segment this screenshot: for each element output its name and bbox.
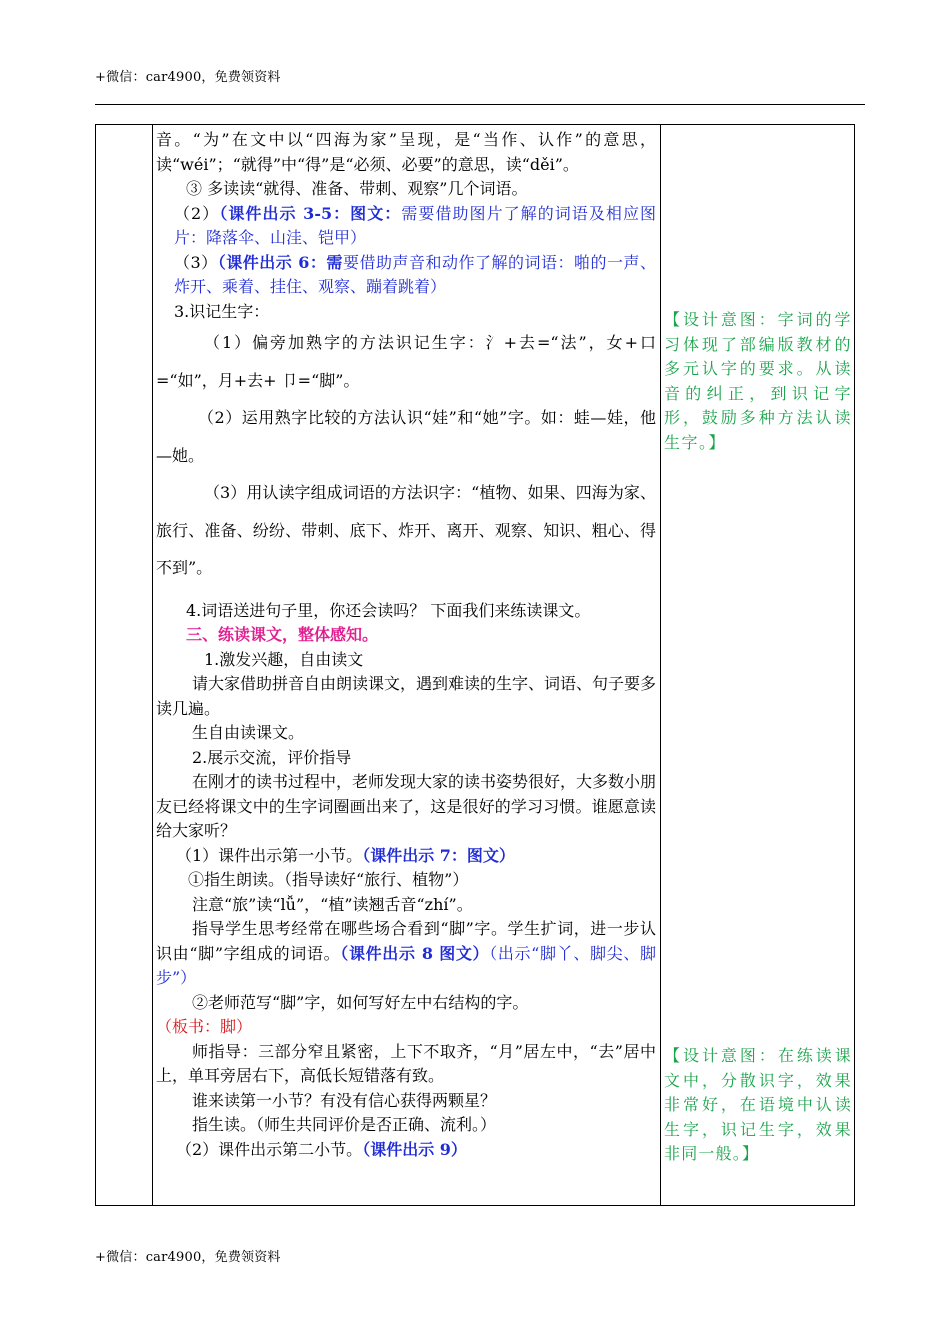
- paragraph-words-in-sentences: 4.词语送进句子里，你还会读吗？ 下面我们来练读课文。: [186, 600, 591, 620]
- courseware-tag: （课件出示 7：图文）: [362, 845, 515, 865]
- paragraph-teacher-observation: 在刚才的读书过程中，老师发现大家的读书姿势很好，大多数小朋友已经将课文中的生字词圈画出来了，这是很好的学习习惯。谁愿意读给大家听？: [156, 772, 657, 840]
- courseware-desc: 要借助声音和动作了解的词语：啪的一声、炸开、乘着、挂住、观察、蹦着跳着）: [174, 252, 656, 296]
- paragraph-evaluation: 指生读。（师生共同评价是否正确、流利。）: [192, 1115, 497, 1134]
- step-show-exchange: 2.展示交流，评价指导: [192, 747, 352, 767]
- table-column-divider-2: [660, 124, 661, 1206]
- paragraph-compare-method: （2）运用熟字比较的方法认识“娃”和“她”字。如：蛙—娃，他—她。: [156, 408, 656, 465]
- design-intent-note-1: 【设计意图：字词的学习体现了部编版教材的多元认字的要求。从读音的纠正，到识记字形，鼓励多种方法认读生字。】: [664, 310, 852, 452]
- paragraph-courseware-6: [156, 251, 656, 300]
- courseware-tag: （课件出示 6：需: [217, 252, 343, 272]
- design-intent-note-2: 【设计意图：在练读课文中，分散识字，效果非常好，在语境中认读生字，识记生字，效果非同一般。】: [664, 1046, 852, 1163]
- table-column-divider-1: [152, 124, 153, 1206]
- paragraph-word-method: （3）用认读字组成词语的方法识字：“植物、如果、四海为家、旅行、准备、纷纷、带刺、底下、炸开、离开、观察、知识、粗心、得不到”。: [156, 483, 656, 577]
- header-text: +微信：car4900，免费领资料: [95, 70, 281, 85]
- section-recognize-characters: 3.识记生字：: [174, 301, 270, 321]
- paragraph-stanza-one: [156, 844, 656, 869]
- step-number: （2）: [174, 203, 220, 223]
- paragraph-guided-reading: ①指生朗读。（指导读好“旅行、植物”）: [188, 870, 469, 889]
- courseware-desc: 需要借助图片了解的词语及相应图片：降落伞、山洼、铠甲）: [174, 203, 656, 247]
- footer-text: +微信：car4900，免费领资料: [95, 1250, 281, 1265]
- courseware-desc: （出示“脚丫、脚尖、脚步”）: [156, 943, 656, 987]
- stanza-one-label: （1）课件出示第一小节。: [176, 845, 363, 865]
- paragraph-teacher-writes: ②老师范写“脚”字，如何写好左中右结构的字。: [192, 992, 529, 1012]
- paragraph-read-words: ③ 多读读“就得、准备、带刺、观察”几个词语。: [186, 179, 528, 198]
- paragraph-courseware-3-5: [156, 202, 656, 251]
- paragraph-pronunciation: 音。“为”在文中以“四海为家”呈现，是“当作、认作”的意思，读“wéi”；“就得”中“得”是“必须、必要”的意思，读“děi”。: [156, 130, 656, 174]
- paragraph-stanza-two: [156, 1138, 656, 1163]
- paragraph-extend-words: [156, 917, 656, 991]
- stanza-two-label: （2）课件出示第二小节。: [176, 1139, 363, 1159]
- paragraph-who-reads: 谁来读第一小节？有没有信心获得两颗星？: [192, 1090, 497, 1110]
- paragraph-reading-instructions: 请大家借助拼音自由朗读课文，遇到难读的生字、词语、句子要多读几遍。: [156, 674, 657, 718]
- extend-words-text: 指导学生思考经常在哪些场合看到“脚”字。学生扩词，进一步认识由“脚”字组成的词语。: [156, 919, 656, 963]
- blackboard-note: （板书：脚）: [156, 1017, 253, 1036]
- courseware-tag: （课件出示 9）: [362, 1139, 467, 1159]
- courseware-tag: （课件出示 8 图文）: [340, 943, 490, 963]
- lesson-content: [156, 128, 656, 1162]
- paragraph-students-read: 生自由读课文。: [192, 723, 305, 742]
- courseware-tag: （课件出示 3-5：图文：: [219, 203, 402, 223]
- step-number: （3）: [174, 252, 218, 272]
- header-divider: [95, 104, 865, 105]
- paragraph-pronunciation-note: 注意“旅”读“lǚ”，“植”读翘舌音“zhí”。: [192, 894, 473, 914]
- paragraph-writing-guidance: 师指导：三部分窄且紧密，上下不取齐，“月”居左中，“去”居中上，单耳旁居右下，高低长短错落有致。: [156, 1041, 656, 1085]
- step-free-reading: 1.激发兴趣，自由读文: [204, 649, 364, 669]
- paragraph-radical-method: （1）偏旁加熟字的方法识记生字：氵+去=“法”，女+口=“如”，月+去+ 卩=“脚”。: [156, 333, 656, 390]
- section-title-read-text: 三、练读课文，整体感知。: [186, 625, 379, 644]
